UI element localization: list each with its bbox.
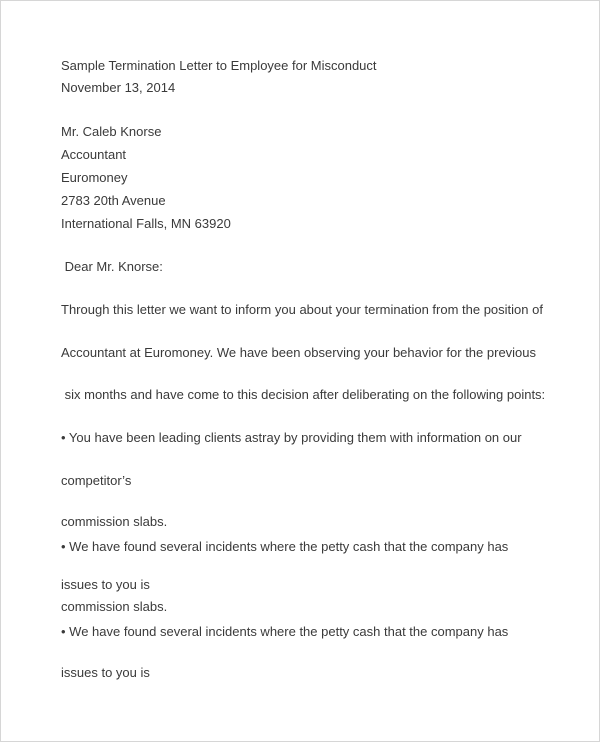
- recipient-position: Accountant: [61, 147, 127, 162]
- body-line: Through this letter we want to inform you about your termination from the position of: [61, 302, 543, 317]
- body-line: commission slabs.: [61, 514, 168, 529]
- letter-date: November 13, 2014: [61, 80, 176, 95]
- recipient-name: Mr. Caleb Knorse: [61, 124, 162, 139]
- body-line: issues to you is: [61, 665, 150, 680]
- body-line: competitor’s: [61, 473, 132, 488]
- recipient-street: 2783 20th Avenue: [61, 193, 166, 208]
- letter-title: Sample Termination Letter to Employee for Misconduct: [61, 58, 377, 73]
- recipient-city: International Falls, MN 63920: [61, 216, 231, 231]
- body-line: Accountant at Euromoney. We have been observing your behavior for the previous: [61, 345, 537, 360]
- bullet-line: • We have found several incidents where the petty cash that the company has: [61, 624, 509, 639]
- recipient-company: Euromoney: [61, 170, 128, 185]
- bullet-line: • You have been leading clients astray by providing them with information on our: [61, 430, 522, 445]
- salutation: Dear Mr. Knorse:: [61, 259, 163, 274]
- body-line: issues to you is: [61, 577, 150, 592]
- bullet-line: • We have found several incidents where the petty cash that the company has: [61, 539, 509, 554]
- body-line: commission slabs.: [61, 599, 168, 614]
- body-line: six months and have come to this decision after deliberating on the following points:: [61, 387, 546, 402]
